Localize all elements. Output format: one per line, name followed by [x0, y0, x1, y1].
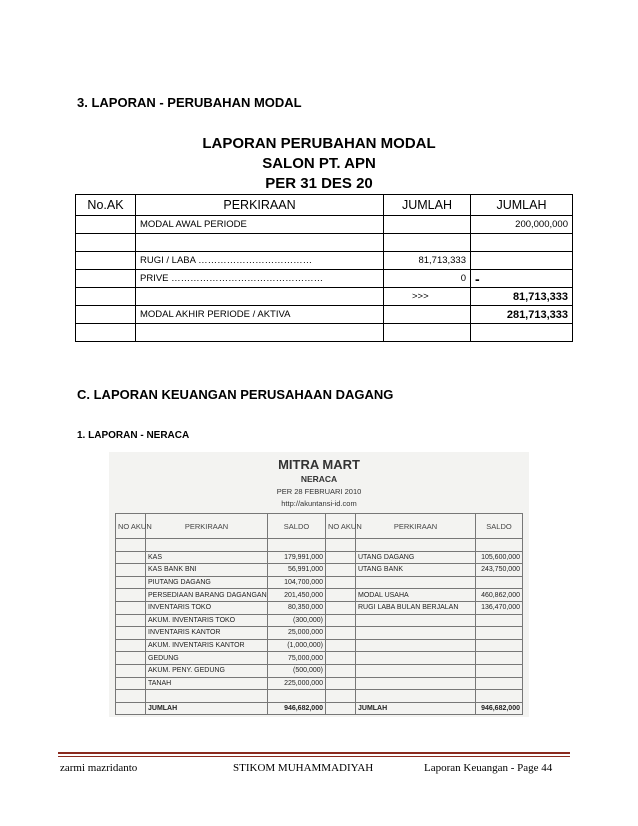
table-row — [76, 270, 573, 288]
header-no-akun-right: NO AKUN — [326, 514, 356, 539]
report-title-line3: PER 31 DES 20 — [265, 175, 373, 192]
cell-right-saldo: 136,470,000 — [476, 601, 523, 614]
cell-left-item: PERSEDIAAN BARANG DAGANGAN — [146, 589, 268, 602]
cell-no — [326, 589, 356, 602]
cell-left-saldo — [268, 690, 326, 703]
header-perkiraan-left: PERKIRAAN — [146, 514, 268, 539]
cell-right-item — [356, 627, 476, 640]
cell-left-item: PIUTANG DAGANG — [146, 576, 268, 589]
table-row — [76, 306, 573, 324]
cell-right-item — [356, 576, 476, 589]
cell-right-item — [356, 614, 476, 627]
header-perkiraan: PERKIRAAN — [136, 195, 384, 216]
cell-right-saldo — [476, 652, 523, 665]
cell-right-item: MODAL USAHA — [356, 589, 476, 602]
cell-no — [116, 652, 146, 665]
cell-left-item — [146, 690, 268, 703]
cell-right-saldo — [476, 539, 523, 552]
cell-right-saldo — [476, 627, 523, 640]
cell-item: RUGI / LABA ……………………………… — [136, 252, 384, 270]
cell-jumlah1 — [384, 234, 471, 252]
cell-no — [116, 614, 146, 627]
cell-no — [116, 589, 146, 602]
table-row — [76, 216, 573, 234]
cell-no — [76, 288, 136, 306]
cell-no — [116, 564, 146, 577]
cell-no — [116, 677, 146, 690]
table-header-row — [76, 195, 573, 216]
table-row — [116, 677, 523, 690]
header-no-akun-left: NO AKUN — [116, 514, 146, 539]
cell-left-item: TANAH — [146, 677, 268, 690]
table-row — [76, 324, 573, 342]
cell-right-saldo — [476, 614, 523, 627]
cell-no — [116, 601, 146, 614]
neraca-date: PER 28 FEBRUARI 2010 — [276, 487, 362, 496]
table-row — [116, 564, 523, 577]
cell-no — [116, 639, 146, 652]
cell-no — [326, 627, 356, 640]
cell-jumlah2 — [471, 252, 573, 270]
cell-left-item: AKUM. INVENTARIS TOKO — [146, 614, 268, 627]
cell-right-saldo: 460,862,000 — [476, 589, 523, 602]
cell-no — [76, 270, 136, 288]
cell-right-saldo — [476, 677, 523, 690]
cell-left-saldo: 56,991,000 — [268, 564, 326, 577]
header-saldo-left: SALDO — [268, 514, 326, 539]
table-row — [116, 627, 523, 640]
neraca-subtitle: NERACA — [300, 474, 338, 484]
cell-no — [116, 551, 146, 564]
neraca-total-row — [116, 702, 523, 715]
cell-jumlah2: 281,713,333 — [471, 306, 573, 324]
cell-jumlah2: - — [471, 270, 573, 288]
cell-left-item: AKUM. PENY. GEDUNG — [146, 664, 268, 677]
cell-no — [326, 702, 356, 715]
cell-right-saldo — [476, 639, 523, 652]
cell-left-item: INVENTARIS TOKO — [146, 601, 268, 614]
table-row — [116, 639, 523, 652]
header-jumlah-2: JUMLAH — [471, 195, 573, 216]
cell-left-item: AKUM. INVENTARIS KANTOR — [146, 639, 268, 652]
table-row — [116, 539, 523, 552]
table-row — [116, 652, 523, 665]
total-right-label: JUMLAH — [356, 702, 476, 715]
table-row — [116, 576, 523, 589]
section-heading-perubahan-modal: 3. LAPORAN - PERUBAHAN MODAL — [77, 95, 302, 110]
cell-no — [326, 601, 356, 614]
cell-left-saldo: 179,991,000 — [268, 551, 326, 564]
neraca-table — [115, 513, 523, 715]
subsection-heading-neraca: 1. LAPORAN - NERACA — [77, 430, 190, 441]
cell-no — [326, 551, 356, 564]
total-left-saldo: 946,682,000 — [268, 702, 326, 715]
cell-right-item — [356, 639, 476, 652]
capital-change-table — [75, 194, 573, 342]
cell-right-item — [356, 539, 476, 552]
header-jumlah-1: JUMLAH — [384, 195, 471, 216]
cell-jumlah1 — [384, 216, 471, 234]
cell-no — [326, 564, 356, 577]
cell-right-item — [356, 677, 476, 690]
neraca-image — [109, 452, 529, 717]
table-row — [116, 690, 523, 703]
cell-left-item: GEDUNG — [146, 652, 268, 665]
cell-left-item: INVENTARIS KANTOR — [146, 627, 268, 640]
cell-right-item: RUGI LABA BULAN BERJALAN — [356, 601, 476, 614]
table-row — [116, 614, 523, 627]
table-row — [116, 589, 523, 602]
cell-jumlah2 — [471, 324, 573, 342]
cell-item: MODAL AKHIR PERIODE / AKTIVA — [136, 306, 384, 324]
cell-jumlah2: 200,000,000 — [471, 216, 573, 234]
cell-no — [326, 690, 356, 703]
cell-item: MODAL AWAL PERIODE — [136, 216, 384, 234]
table-row — [116, 664, 523, 677]
cell-right-item: UTANG BANK — [356, 564, 476, 577]
cell-jumlah1: >>> — [384, 288, 471, 306]
cell-jumlah1: 0 — [384, 270, 471, 288]
cell-jumlah1 — [384, 324, 471, 342]
cell-jumlah1: 81,713,333 — [384, 252, 471, 270]
footer-institution: STIKOM MUHAMMADIYAH — [233, 762, 374, 774]
cell-jumlah1 — [384, 306, 471, 324]
cell-left-saldo: (500,000) — [268, 664, 326, 677]
table-row — [116, 551, 523, 564]
cell-no — [326, 576, 356, 589]
neraca-header-row — [116, 514, 523, 539]
cell-no — [76, 252, 136, 270]
cell-right-saldo: 105,600,000 — [476, 551, 523, 564]
cell-right-saldo — [476, 664, 523, 677]
cell-no — [76, 324, 136, 342]
cell-no — [116, 576, 146, 589]
cell-item — [136, 324, 384, 342]
report-title-line2: SALON PT. APN — [262, 155, 376, 172]
cell-no — [326, 614, 356, 627]
cell-no — [76, 216, 136, 234]
footer-page: Laporan Keuangan - Page 44 — [424, 762, 553, 774]
total-right-saldo: 946,682,000 — [476, 702, 523, 715]
table-row — [116, 601, 523, 614]
header-no-ak: No.AK — [76, 195, 136, 216]
cell-left-saldo: 225,000,000 — [268, 677, 326, 690]
section-heading-laporan-dagang: C. LAPORAN KEUANGAN PERUSAHAAN DAGANG — [77, 387, 394, 402]
cell-left-saldo: 75,000,000 — [268, 652, 326, 665]
cell-right-item: UTANG DAGANG — [356, 551, 476, 564]
report-title-line1: LAPORAN PERUBAHAN MODAL — [202, 135, 436, 152]
cell-left-saldo — [268, 539, 326, 552]
cell-no — [116, 627, 146, 640]
cell-right-item — [356, 690, 476, 703]
cell-item — [136, 234, 384, 252]
table-row — [76, 234, 573, 252]
footer-rule-thick — [58, 752, 570, 754]
cell-jumlah2: 81,713,333 — [471, 288, 573, 306]
total-left-label: JUMLAH — [146, 702, 268, 715]
cell-right-saldo — [476, 576, 523, 589]
cell-left-saldo: 80,350,000 — [268, 601, 326, 614]
cell-left-item: KAS — [146, 551, 268, 564]
cell-no — [326, 652, 356, 665]
table-row — [76, 288, 573, 306]
table-row — [76, 252, 573, 270]
cell-left-saldo: (1,000,000) — [268, 639, 326, 652]
cell-left-item: KAS BANK BNI — [146, 564, 268, 577]
cell-no — [116, 539, 146, 552]
header-saldo-right: SALDO — [476, 514, 523, 539]
cell-no — [326, 539, 356, 552]
cell-left-item — [146, 539, 268, 552]
footer-author: zarmi mazridanto — [60, 762, 138, 774]
cell-left-saldo: (300,000) — [268, 614, 326, 627]
cell-right-item — [356, 652, 476, 665]
cell-left-saldo: 201,450,000 — [268, 589, 326, 602]
cell-jumlah2 — [471, 234, 573, 252]
cell-no — [76, 234, 136, 252]
cell-item: PRIVE ………………………………………… — [136, 270, 384, 288]
cell-no — [116, 702, 146, 715]
cell-no — [326, 664, 356, 677]
cell-right-saldo: 243,750,000 — [476, 564, 523, 577]
cell-right-saldo — [476, 690, 523, 703]
cell-no — [326, 677, 356, 690]
cell-left-saldo: 104,700,000 — [268, 576, 326, 589]
neraca-company-title: MITRA MART — [278, 457, 360, 472]
cell-left-saldo: 25,000,000 — [268, 627, 326, 640]
cell-item — [136, 288, 384, 306]
cell-right-item — [356, 664, 476, 677]
header-perkiraan-right: PERKIRAAN — [356, 514, 476, 539]
cell-no — [76, 306, 136, 324]
cell-no — [116, 664, 146, 677]
neraca-url: http://akuntansi-id.com — [281, 499, 357, 508]
cell-no — [116, 690, 146, 703]
footer-rule-thin — [58, 756, 570, 757]
cell-no — [326, 639, 356, 652]
